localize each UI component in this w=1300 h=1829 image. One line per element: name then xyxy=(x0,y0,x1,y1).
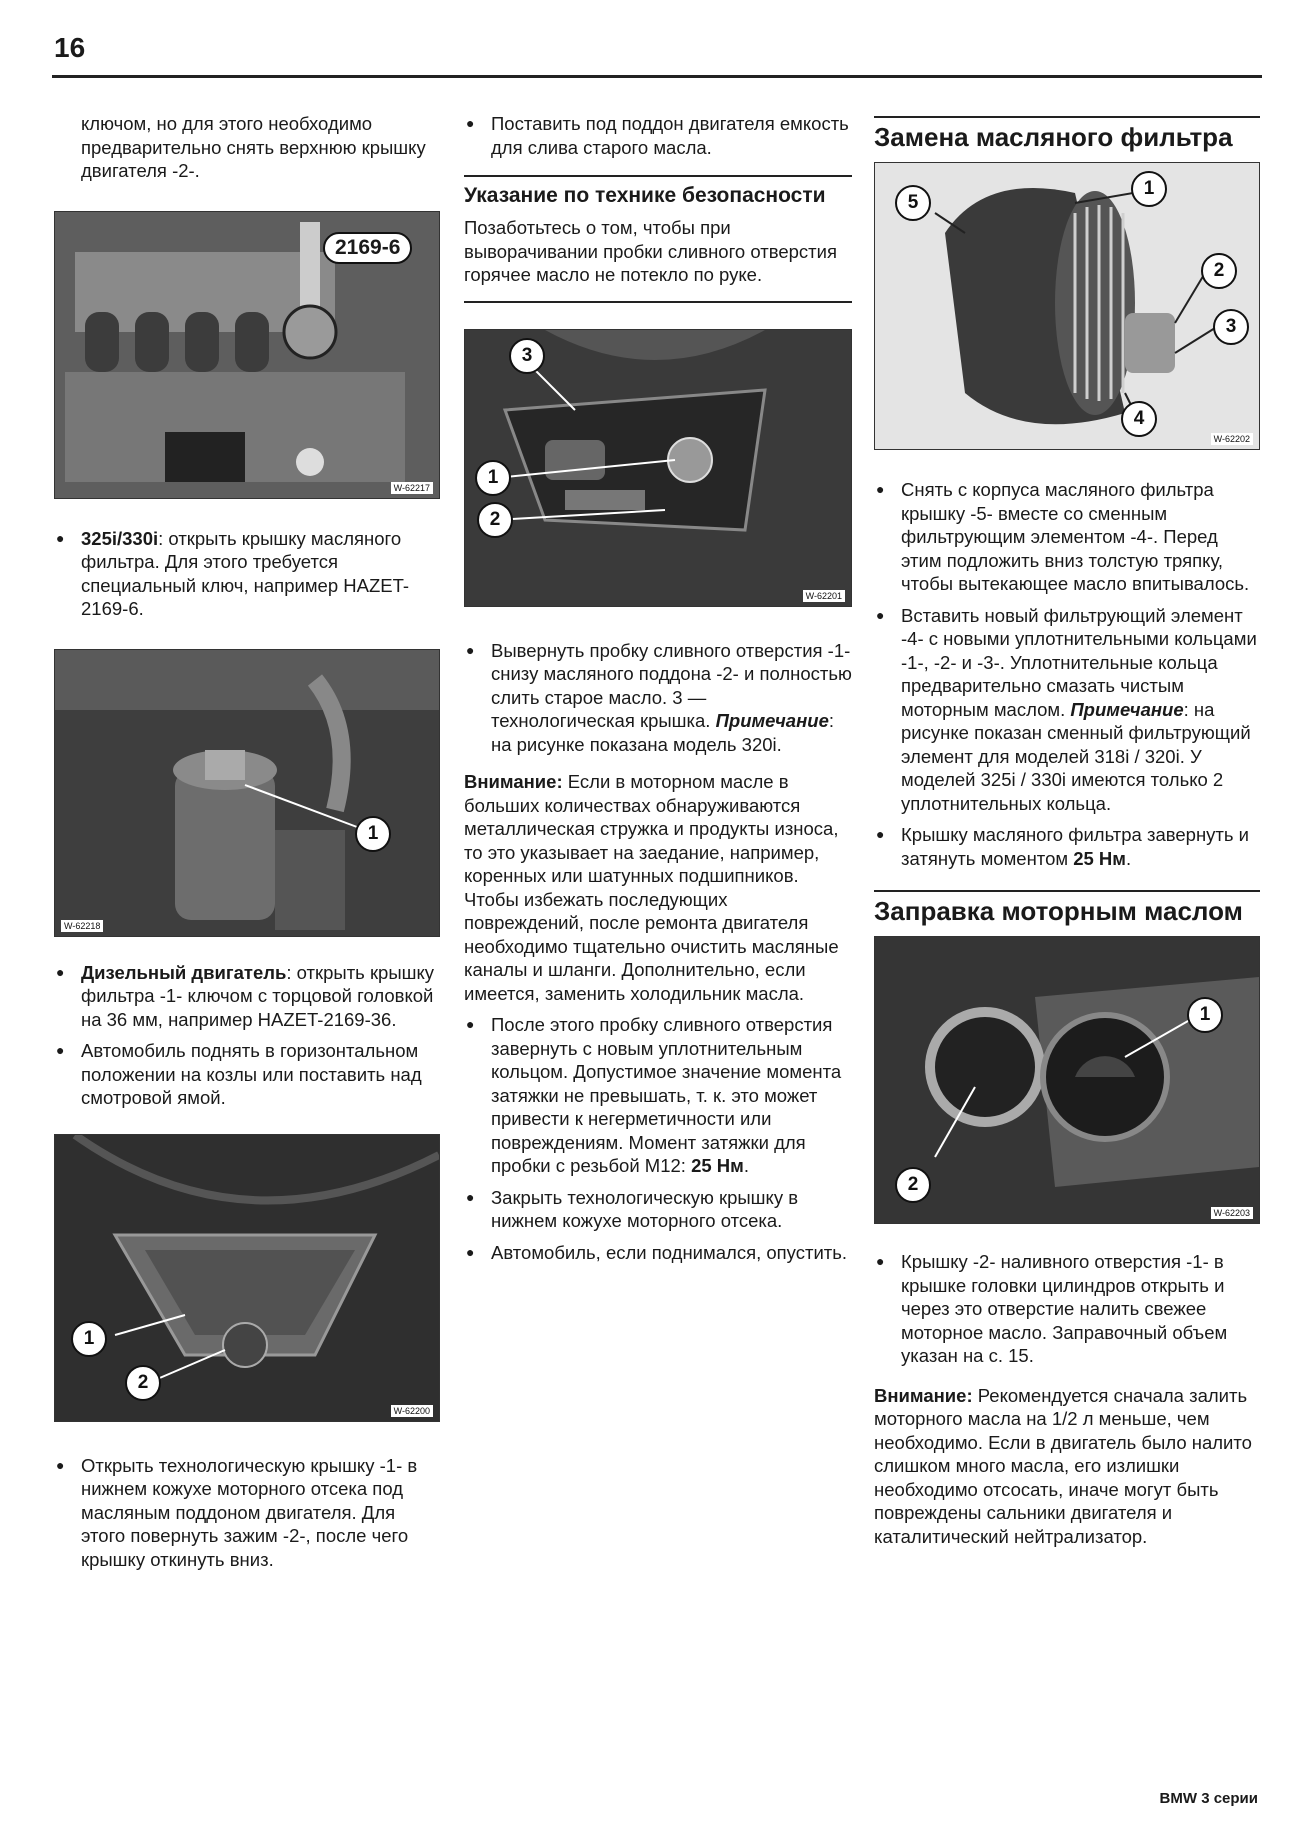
intro-text: ключом, но для этого необходимо предварительно снять верхнюю крышку двигателя -2-. xyxy=(81,113,426,181)
note-label: Примечание xyxy=(1070,698,1184,720)
item-bold: 325i/330i xyxy=(81,527,159,549)
callout-3: 3 xyxy=(509,338,545,374)
list-item xyxy=(874,604,1260,816)
underbody-cover-photo xyxy=(54,1134,440,1422)
section-title-oil-filter: Замена масляного фильтра xyxy=(874,122,1233,152)
list-item xyxy=(464,639,852,757)
callout-1: 1 xyxy=(1131,171,1167,207)
list-item: ● Автомобиль, если поднимался, опустить. xyxy=(464,1241,852,1265)
figure-code: W-62203 xyxy=(1211,1207,1253,1219)
safety-rule-bottom xyxy=(464,301,852,303)
note-label: Примечание xyxy=(715,710,829,731)
callout-1: 1 xyxy=(1187,997,1223,1033)
top-rule xyxy=(52,75,1262,78)
item-text: Вставить новый фильтрующий элемент -4- с новыми уплотнительными кольцами -1-, -2- и -3-. Уплотнительные кольца предварительно смазать чистым моторным маслом. xyxy=(901,604,1257,720)
item-text: : открыть крышку масляного фильтра. Для этого требуется специальный ключ, например HAZET-2169-6. xyxy=(81,527,410,619)
item-text: : открыть крышку фильтра -1- ключом с торцовой головкой на 36 мм, например HAZET-2169-36. xyxy=(81,961,435,1030)
callout-1: 1 xyxy=(355,816,391,852)
warning-paragraph xyxy=(874,1384,1260,1549)
safety-title: Указание по технике безопасности xyxy=(464,184,826,207)
warning-paragraph xyxy=(464,770,852,1005)
list-item: ● Снять с корпуса масляного фильтра крышку -5- вместе со сменным фильтрующим элементом -4-. Перед этим подложить вниз толстую тряпку, чтобы вытекающее масло впитывалось. xyxy=(874,478,1260,596)
item-end: . xyxy=(1125,847,1132,869)
page-number: 16 xyxy=(54,32,86,63)
callout-3: 3 xyxy=(1213,309,1249,345)
note-text: : на рисунке показана модель 320i. xyxy=(491,710,834,755)
torque-value: 25 Нм xyxy=(1073,847,1126,869)
underbody-illustration xyxy=(55,1135,439,1421)
filter-illustration xyxy=(55,650,439,936)
list-item: ● Закрыть технологическую крышку в нижнем кожухе моторного отсека. xyxy=(464,1186,852,1233)
item-end: . xyxy=(743,1155,749,1176)
callout-2: 2 xyxy=(1201,253,1237,289)
list-item: ● Крышку -2- наливного отверстия -1- в крышке головки цилиндров открыть и через это отверстие налить свежее моторное масло. Заправочный объем указан на с. 15. xyxy=(874,1250,1260,1368)
section-rule xyxy=(874,116,1260,118)
list-item: ● Автомобиль поднять в горизонтальном положении на козлы или поставить над смотровой ямой. xyxy=(54,1039,440,1110)
engine-photo-hazet xyxy=(54,211,440,499)
item-text: После этого пробку сливного отверстия завернуть с новым уплотнительным кольцом. Допустимое значение момента затяжки не превышать, т. к. это может привести к негерметичности или повреждениям. Момент затяжки для пробки с резьбой М12: xyxy=(491,1014,842,1176)
oil-fill-illustration xyxy=(875,937,1259,1223)
figure-code: W-62217 xyxy=(391,482,433,494)
list-item xyxy=(874,823,1260,870)
figure-code: W-62200 xyxy=(391,1405,433,1417)
callout-2: 2 xyxy=(895,1167,931,1203)
callout-1: 1 xyxy=(71,1321,107,1357)
diesel-filter-photo xyxy=(54,649,440,937)
safety-rule xyxy=(464,175,852,177)
warning-label: Внимание: xyxy=(464,771,563,792)
warning-text: Рекомендуется сначала залить моторного масла на 1/2 л меньше, чем необходимо. Если в двигатель было налито слишком много масла, его излишки необходимо отсосать, иначе могут быть повреждены сальники двигателя и каталитический нейтрализатор. xyxy=(874,1384,1252,1547)
item-text: Вывернуть пробку сливного отверстия -1- снизу масляного поддона -2- и полностью слить старое масло. 3 — технологическая крышка. xyxy=(491,639,852,731)
section-title-oil-fill: Заправка моторным маслом xyxy=(874,896,1243,926)
oil-filter-illustration xyxy=(875,163,1259,449)
warning-label: Внимание: xyxy=(874,1384,973,1406)
list-item xyxy=(464,1013,852,1178)
list-item: ● Открыть технологическую крышку -1- в нижнем кожухе моторного отсека под масляным поддоном двигателя. Для этого повернуть зажим -2-, после чего крышку откинуть вниз. xyxy=(54,1454,440,1572)
footer-text: BMW 3 серии xyxy=(1159,1790,1258,1807)
callout-5: 5 xyxy=(895,185,931,221)
figure-code: W-62218 xyxy=(61,920,103,932)
figure-code: W-62201 xyxy=(803,590,845,602)
tool-label: 2169-6 xyxy=(323,232,412,264)
torque-value: 25 Нм xyxy=(691,1155,744,1176)
safety-text: Позаботьтесь о том, чтобы при выворачивании пробки сливного отверстия горячее масло не потекло по руке. xyxy=(464,217,837,285)
oil-filter-photo xyxy=(874,162,1260,450)
drain-plug-photo xyxy=(464,329,852,607)
callout-4: 4 xyxy=(1121,401,1157,437)
callout-1: 1 xyxy=(475,460,511,496)
item-text: Крышку масляного фильтра завернуть и затянуть моментом xyxy=(901,824,1249,869)
section-rule xyxy=(874,890,1260,892)
column-middle xyxy=(464,112,852,1272)
item-bold: Дизельный двигатель xyxy=(81,961,287,983)
list-item xyxy=(54,527,440,621)
callout-2: 2 xyxy=(477,502,513,538)
note-text: : на рисунке показан сменный фильтрующий элемент для моделей 318i / 320i. У моделей 325i / 330i имеются только 2 уплотнительных кольца. xyxy=(901,698,1251,814)
oil-fill-photo xyxy=(874,936,1260,1224)
column-left xyxy=(54,112,440,1579)
callout-2: 2 xyxy=(125,1365,161,1401)
figure-code: W-62202 xyxy=(1211,433,1253,445)
list-item xyxy=(54,961,440,1032)
list-item: ● Поставить под поддон двигателя емкость для слива старого масла. xyxy=(464,112,852,159)
column-right xyxy=(874,116,1260,1548)
warning-text: Если в моторном масле в больших количествах обнаруживаются металлическая стружка и продукты износа, то это указывает на заедание, например, коренных или шатунных подшипников. Чтобы избежать последующих повреждений, после ремонта двигателя необходимо тщательно очистить масляные каналы и шланги. Дополнительно, если имеется, заменить холодильник масла. xyxy=(464,771,839,1004)
